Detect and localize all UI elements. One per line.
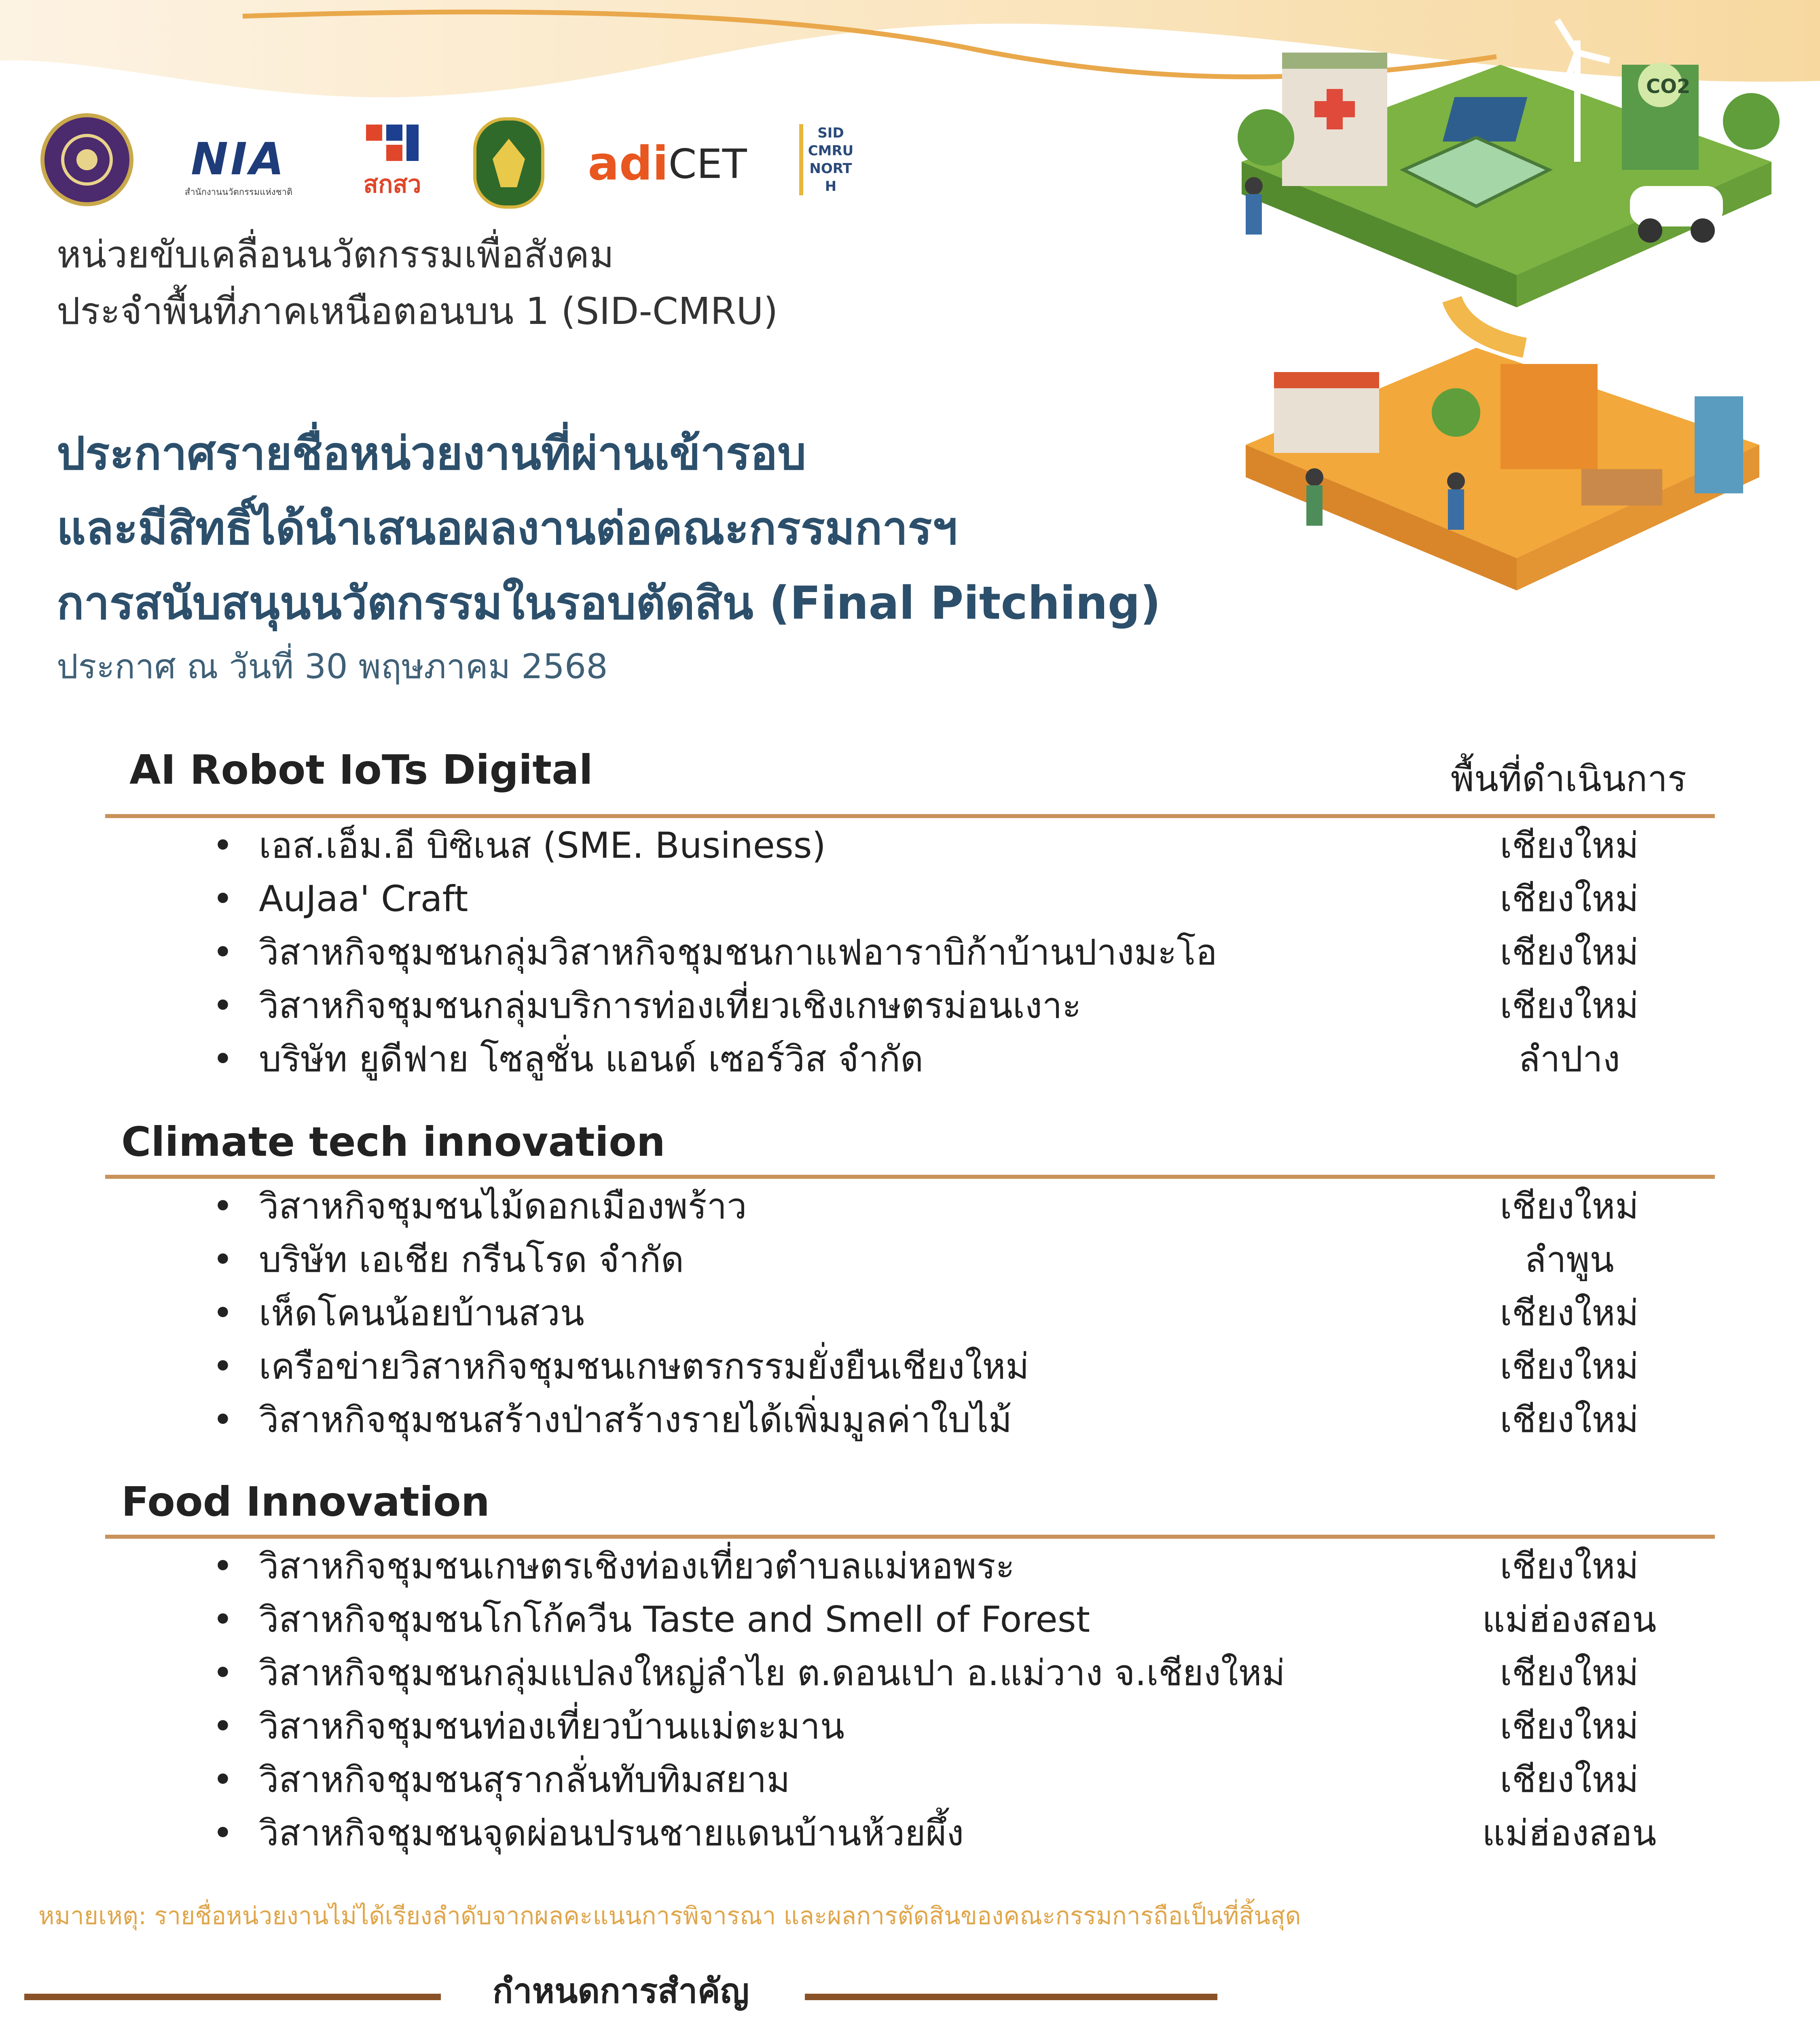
nia-logo	[170, 133, 307, 198]
list-item	[0, 872, 1820, 926]
list-item	[0, 1540, 1820, 1593]
org-name: วิสาหกิจชุมชนโกโก้ควีน Taste and Smell of Forest	[259, 1599, 1090, 1640]
tsri-mark-icon	[362, 121, 423, 165]
bullet: •	[212, 1812, 233, 1854]
list-item	[0, 1646, 1820, 1700]
vending-machine-icon	[1695, 396, 1743, 493]
list-item	[0, 1700, 1820, 1753]
list-item	[0, 1593, 1820, 1646]
solar-panel-icon	[1443, 97, 1527, 142]
org-name: วิสาหกิจชุมชนจุดผ่อนปรนชายแดนบ้านห้วยผึ้ง	[259, 1812, 964, 1854]
adicet-logo-cet: CET	[668, 140, 747, 188]
university-emblem-icon	[489, 135, 529, 191]
list-item	[0, 1286, 1820, 1340]
bullet: •	[212, 1652, 233, 1694]
bullet: •	[212, 1292, 233, 1334]
org-name: วิสาหกิจชุมชนไม้ดอกเมืองพร้าว	[259, 1185, 747, 1227]
org-name: เอส.เอ็ม.อี บิซิเนส (SME. Business)	[259, 825, 826, 866]
province: เชียงใหม่	[1500, 1759, 1639, 1800]
university-seal-logo	[473, 117, 544, 209]
org-name: วิสาหกิจชุมชนท่องเที่ยวบ้านแม่ตะมาน	[259, 1705, 845, 1747]
bullet: •	[212, 1239, 233, 1280]
adicet-logo-adi: adi	[588, 137, 669, 191]
list-item	[0, 1180, 1820, 1233]
announcement-title-line3: การสนับสนุนนวัตกรรมในรอบตัดสิน (Final Pitching)	[57, 577, 1161, 630]
ministry-seal-logo	[40, 113, 133, 206]
section-title-food-innovation: Food Innovation	[121, 1478, 490, 1525]
announcement-date: ประกาศ ณ วันที่ 30 พฤษภาคม 2568	[57, 647, 608, 686]
list-item	[0, 1806, 1820, 1860]
area-column-header: พื้นที่ดำเนินการ	[1450, 758, 1687, 799]
province: แม่ฮ่องสอน	[1482, 1812, 1657, 1854]
shop-building-icon	[1500, 364, 1598, 469]
province: ลำปาง	[1518, 1038, 1620, 1080]
adicet-logo	[578, 133, 756, 194]
province: ลำพูน	[1524, 1239, 1614, 1280]
bullet: •	[212, 1399, 233, 1440]
province: เชียงใหม่	[1500, 1652, 1639, 1694]
bullet: •	[212, 931, 233, 973]
org-name: บริษัท ยูดีฟาย โซลูชั่น แอนด์ เซอร์วิส จำกัด	[259, 1038, 924, 1080]
list-item	[0, 1753, 1820, 1806]
bullet: •	[212, 878, 233, 920]
key-dates-rule-right	[805, 1994, 1217, 2000]
org-name-line1: หน่วยขับเคลื่อนนวัตกรรมเพื่อสังคม	[57, 233, 614, 276]
province: เชียงใหม่	[1500, 931, 1639, 973]
list-item	[0, 926, 1820, 979]
announcement-title-line2: และมีสิทธิ์ได้นำเสนอผลงานต่อคณะกรรมการฯ	[57, 502, 958, 555]
section-title-ai-robot: AI Robot IoTs Digital	[129, 746, 593, 793]
org-name: บริษัท เอเชีย กรีนโรด จำกัด	[259, 1239, 684, 1280]
bullet: •	[212, 1545, 233, 1587]
announcement-title-line1: ประกาศรายชื่อหน่วยงานที่ผ่านเข้ารอบ	[57, 427, 806, 480]
province: เชียงใหม่	[1500, 985, 1639, 1026]
org-name: วิสาหกิจชุมชนกลุ่มวิสาหกิจชุมชนกาแฟอาราบิก้าบ้านปางมะโอ	[259, 931, 1217, 973]
list-item	[0, 1340, 1820, 1393]
bullet: •	[212, 1599, 233, 1640]
bullet: •	[212, 1705, 233, 1747]
org-name: เครือข่ายวิสาหกิจชุมชนเกษตรกรรมยั่งยืนเชียงใหม่	[259, 1345, 1029, 1387]
smart-city-illustration	[1193, 16, 1800, 647]
org-name: เห็ดโคนน้อยบ้านสวน	[259, 1292, 584, 1334]
nia-logo-subtext: สำนักงานนวัตกรรมแห่งชาติ	[184, 187, 293, 197]
org-name: วิสาหกิจชุมชนสร้างป่าสร้างรายได้เพิ่มมูลค่าใบไม้	[259, 1399, 1012, 1440]
disclaimer-note: หมายเหตุ: รายชื่อหน่วยงานไม่ได้เรียงลำดับจากผลคะแนนการพิจารณา และผลการตัดสินของคณะกรรมการถือเป็นที่สิ้นสุด	[38, 1902, 1301, 1930]
tsri-logo	[356, 117, 429, 206]
list-item	[0, 979, 1820, 1032]
list-item	[0, 1233, 1820, 1286]
section-divider	[105, 1535, 1715, 1539]
province: เชียงใหม่	[1500, 1185, 1639, 1227]
org-name: วิสาหกิจชุมชนกลุ่มบริการท่องเที่ยวเชิงเกษตรม่อนเงาะ	[259, 985, 1081, 1026]
tsri-logo-text: สกสว	[363, 170, 421, 199]
province: เชียงใหม่	[1500, 1345, 1639, 1387]
bullet: •	[212, 1038, 233, 1080]
province: เชียงใหม่	[1500, 1545, 1639, 1587]
bullet: •	[212, 1345, 233, 1387]
bullet: •	[212, 985, 233, 1026]
org-name: วิสาหกิจชุมชนกลุ่มแปลงใหญ่ลำไย ต.ดอนเปา อ.แม่วาง จ.เชียงใหม่	[259, 1652, 1285, 1694]
list-item	[0, 1393, 1820, 1447]
org-name-line2: ประจำพื้นที่ภาคเหนือตอนบน 1 (SID-CMRU)	[57, 290, 778, 333]
bullet: •	[212, 825, 233, 866]
province: เชียงใหม่	[1500, 1399, 1639, 1440]
province: แม่ฮ่องสอน	[1482, 1599, 1657, 1640]
bullet: •	[212, 1185, 233, 1227]
section-divider	[105, 814, 1715, 818]
nia-logo-text: NIA	[190, 133, 287, 185]
org-name: AuJaa' Craft	[259, 878, 468, 920]
person-icon	[1245, 177, 1263, 195]
sid-cmru-logo	[793, 117, 861, 202]
market-stall-icon	[1274, 380, 1379, 453]
org-name: วิสาหกิจชุมชนสุรากลั่นทับทิมสยาม	[259, 1759, 790, 1800]
co2-label: CO2	[1646, 75, 1691, 98]
list-item	[0, 819, 1820, 872]
org-name: วิสาหกิจชุมชนเกษตรเชิงท่องเที่ยวตำบลแม่หอพระ	[259, 1545, 1015, 1587]
section-title-climate-tech: Climate tech innovation	[121, 1118, 665, 1165]
sid-cmru-logo-text: SID CMRU NORTH	[799, 124, 855, 195]
key-dates-title: กำหนดการสำคัญ	[492, 1971, 749, 2011]
seal-emblem-icon	[57, 129, 117, 190]
bullet: •	[212, 1759, 233, 1800]
province: เชียงใหม่	[1500, 825, 1639, 866]
province: เชียงใหม่	[1500, 1292, 1639, 1334]
province: เชียงใหม่	[1500, 878, 1639, 920]
list-item	[0, 1032, 1820, 1086]
section-divider	[105, 1175, 1715, 1179]
province: เชียงใหม่	[1500, 1705, 1639, 1747]
